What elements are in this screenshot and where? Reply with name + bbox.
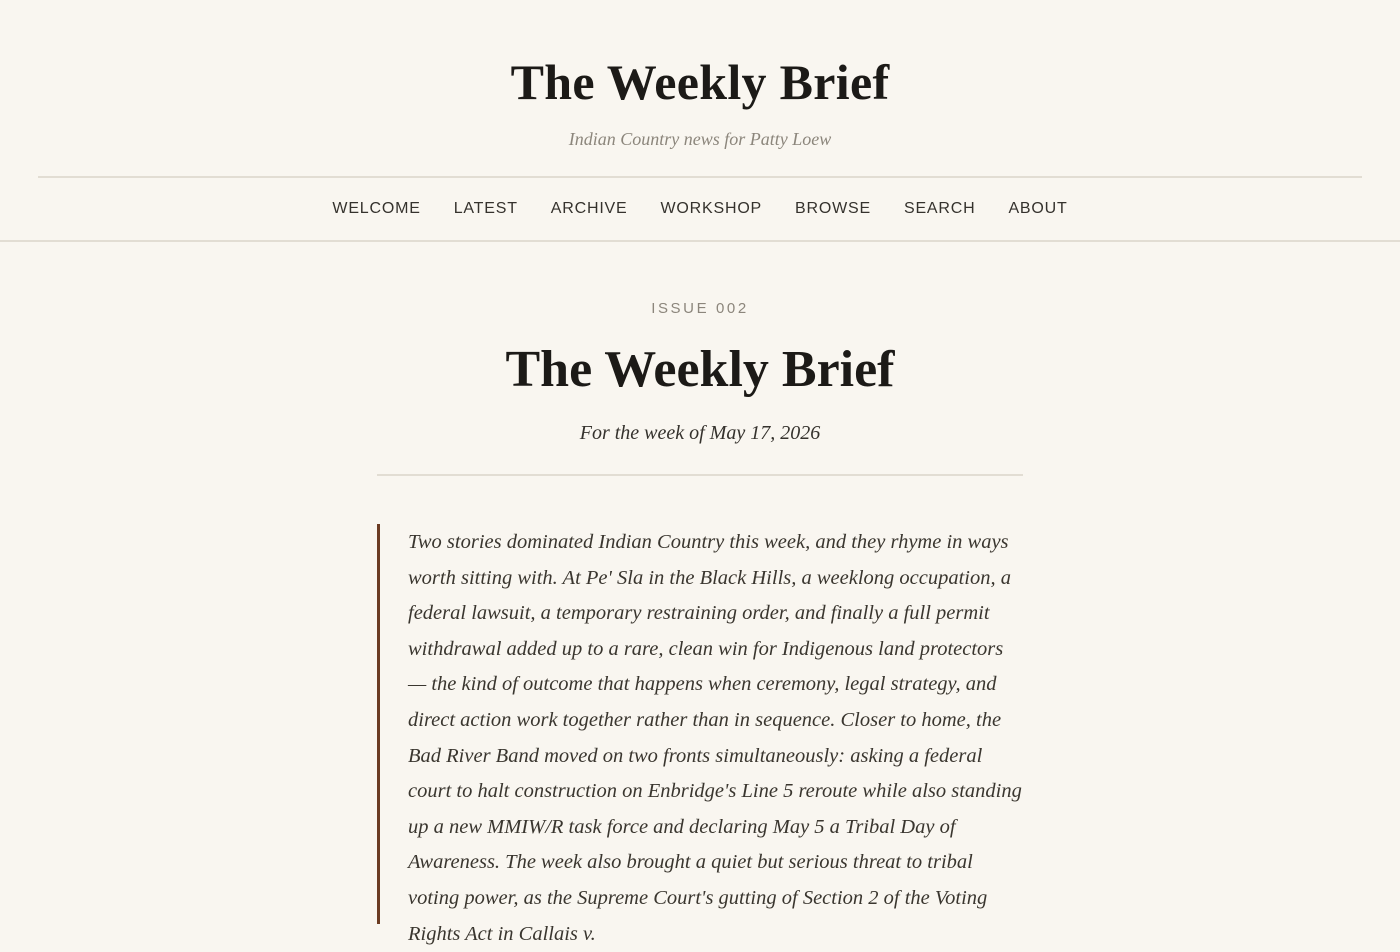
nav-item-about[interactable]: ABOUT xyxy=(1008,200,1068,217)
nav-item-search[interactable]: SEARCH xyxy=(903,200,976,217)
site-tagline: Indian Country news for Patty Loew xyxy=(568,129,832,149)
masthead xyxy=(0,0,1400,178)
site-title[interactable]: The Weekly Brief xyxy=(510,54,890,110)
nav-item-welcome[interactable]: WELCOME xyxy=(332,200,421,217)
issue-number-label: ISSUE 002 xyxy=(651,300,749,317)
nav-item-archive[interactable]: ARCHIVE xyxy=(550,200,628,217)
issue-divider xyxy=(377,474,1023,476)
nav-item-latest[interactable]: LATEST xyxy=(453,200,518,217)
lede-text: Two stories dominated Indian Country this week, and they rhyme in ways worth sitting with. At Pe' Sla in the Black Hills, a weeklong occupation, a federal lawsuit, a temporary restraining order, and finally a full permit withdrawal added up to a rare, clean win for Indigenous land protectors — the kind of outcome that happens when ceremony, legal strategy, and direct action work together rather than in sequence. Closer to home, the Bad River Band moved on two fronts simultaneously: asking a federal court to halt construction on Enbridge's Line 5 reroute while also standing up a new MMIW/R task force and declaring May 5 a Tribal Day of Awareness. The week also brought a quiet but serious threat to tribal voting power, as the Supreme Court's gutting of Section 2 of the Voting Rights Act in Callais v. xyxy=(408,531,1022,945)
main-nav xyxy=(0,178,1400,242)
nav-item-workshop[interactable]: WORKSHOP xyxy=(660,200,763,217)
nav-item-browse[interactable]: BROWSE xyxy=(795,200,871,217)
issue-date: For the week of May 17, 2026 xyxy=(579,422,821,444)
issue-title: The Weekly Brief xyxy=(505,341,895,398)
lede-blockquote xyxy=(377,524,1023,945)
